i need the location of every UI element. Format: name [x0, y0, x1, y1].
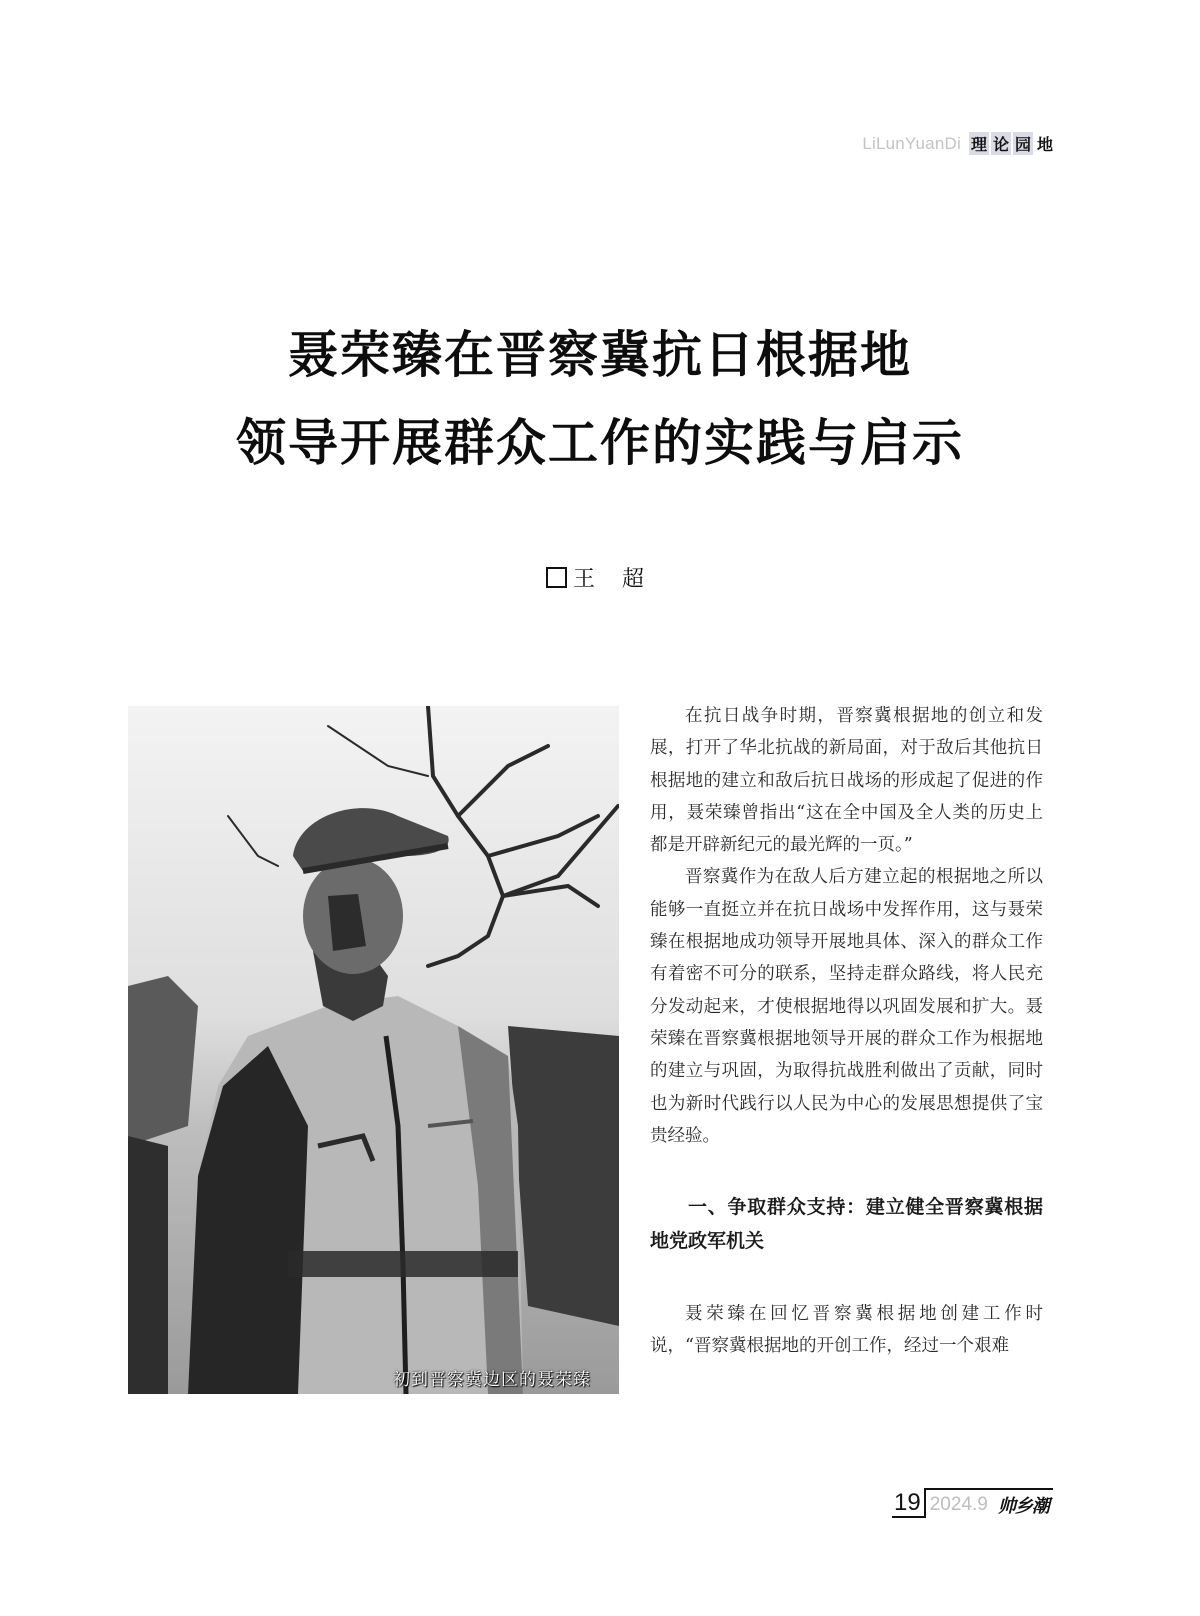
title-line-2: 领导开展群众工作的实践与启示 [236, 414, 964, 472]
paragraph: 聂荣臻在回忆晋察冀根据地创建工作时说，“晋察冀根据地的开创工作，经过一个艰难 [650, 1304, 1043, 1357]
section-char: 园 [1013, 132, 1033, 155]
footer-issue-block [924, 1488, 1053, 1518]
section-char: 理 [969, 132, 989, 155]
section-char: 地 [1036, 135, 1053, 154]
photo-illustration [128, 706, 619, 1394]
section-pinyin: LiLunYuanDi [862, 133, 961, 153]
article-title [0, 326, 1200, 472]
photo-caption: 初到晋察冀边区的聂荣臻 [393, 1370, 591, 1390]
section-name [969, 132, 1055, 155]
issue-date: 2024.9 [929, 1494, 988, 1515]
portrait-photo [128, 706, 619, 1394]
page-footer [892, 1488, 1053, 1518]
running-header [862, 132, 1055, 155]
section-char: 论 [991, 132, 1011, 155]
article-body [650, 700, 1043, 1363]
section-heading: 一、争取群众支持：建立健全晋察冀根据地党政军机关 [650, 1196, 1043, 1253]
byline-square-icon [546, 567, 567, 588]
title-line-1: 聂荣臻在晋察冀抗日根据地 [288, 326, 912, 384]
author-name: 王 超 [573, 567, 654, 592]
magazine-logo: 帅乡潮 [997, 1496, 1049, 1517]
byline [0, 562, 1200, 593]
page-number: 19 [892, 1490, 924, 1518]
paragraph: 晋察冀作为在敌人后方建立起的根据地之所以能够一直挺立并在抗日战场中发挥作用，这与聂荣臻在根据地成功领导开展地具体、深入的群众工作有着密不可分的联系，坚持走群众路线，将人民充分发动起来，才使根据地得以巩固发展和扩大。聂荣臻在晋察冀根据地领导开展的群众工作为根据地的建立与巩固，为取得抗战胜利做出了贡献，同时也为新时代践行以人民为中心的发展思想提供了宝贵经验。 [650, 867, 1043, 1146]
paragraph: 在抗日战争时期，晋察冀根据地的创立和发展，打开了华北抗战的新局面，对于敌后其他抗日根据地的建立和敌后抗日战场的形成起了促进的作用，聂荣臻曾指出“这在全中国及全人类的历史上都是开辟新纪元的最光辉的一页。” [650, 706, 1043, 856]
